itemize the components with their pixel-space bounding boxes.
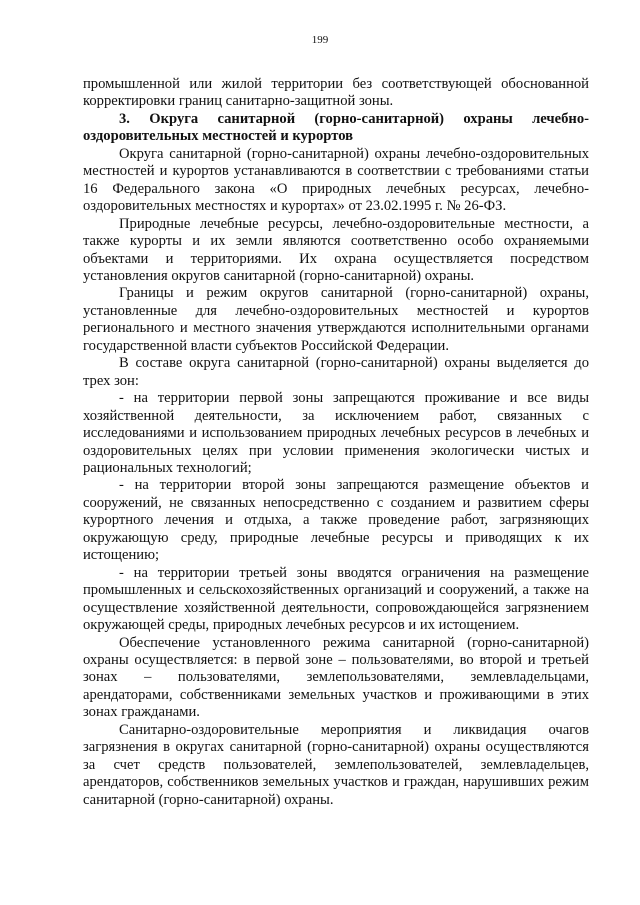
paragraph: Природные лечебные ресурсы, лечебно-оздоровительные местности, а также курорты и их земли являются соответственно особо охраняемыми объектами и территориями. Их охрана осуществляется посредством установления округов санитарной (горно-санитарной) охраны. bbox=[83, 215, 589, 284]
paragraph: Границы и режим округов санитарной (горно-санитарной) охраны, установленные для лечебно-оздоровительных местностей и курортов регионального и местного значения утверждаются исполнительными органами государственной власти субъектов Российской Федерации. bbox=[83, 285, 589, 354]
paragraph: Округа санитарной (горно-санитарной) охраны лечебно-оздоровительных местностей и курортов устанавливаются в соответствии с требованиями статьи 16 Федерального закона «О природных лечебных ресурсах, лечебно-оздоровительных местностях и курортах» от 23.02.1995 г. № 26-ФЗ. bbox=[83, 145, 589, 215]
list-item: - на территории первой зоны запрещаются проживание и все виды хозяйственной деятельности, за исключением работ, связанных с исследованиями и использованием природных лечебных ресурсов в лечебных и оздоровительных целях при условии применения экологически чистых и рациональных технологий; bbox=[83, 390, 589, 476]
paragraph-continuation: промышленной или жилой территории без соответствующей обоснованной корректировки границ санитарно-защитной зоны. bbox=[83, 76, 589, 110]
page-number: 199 bbox=[311, 34, 329, 46]
paragraph: Обеспечение установленного режима санитарной (горно-санитарной) охраны осуществляется: в первой зоне – пользователями, во второй и третьей зонах – пользователями, землепользователями, землевладельцами, арендаторами, собственниками земельных участков и проживающими в этих зонах гражданами. bbox=[83, 634, 589, 721]
list-item: - на территории второй зоны запрещаются размещение объектов и сооружений, не связанных непосредственно с созданием и развитием сферы курортного лечения и отдыха, а также проведение работ, загрязняющих окружающую среду, природные лечебные ресурсы и приводящих к их истощению; bbox=[83, 477, 589, 564]
paragraph: Санитарно-оздоровительные мероприятия и ликвидация очагов загрязнения в округах санитарной (горно-санитарной) охраны осуществляются за счет средств пользователей, землепользователей, землевладельцев, арендаторов, собственников земельных участков и граждан, нарушивших режим санитарной (горно-санитарной) охраны. bbox=[83, 721, 589, 808]
paragraph: В составе округа санитарной (горно-санитарной) охраны выделяется до трех зон: bbox=[83, 355, 589, 389]
list-item: - на территории третьей зоны вводятся ограничения на размещение промышленных и сельскохозяйственных организаций и сооружений, а также на осуществление хозяйственной деятельности, сопровождающейся загрязнением окружающей среды, природных лечебных ресурсов и их истощением. bbox=[83, 564, 589, 634]
section-heading: 3. Округа санитарной (горно-санитарной) охраны лечебно-оздоровительных местностей и курортов bbox=[83, 110, 589, 145]
document-body bbox=[83, 76, 589, 809]
